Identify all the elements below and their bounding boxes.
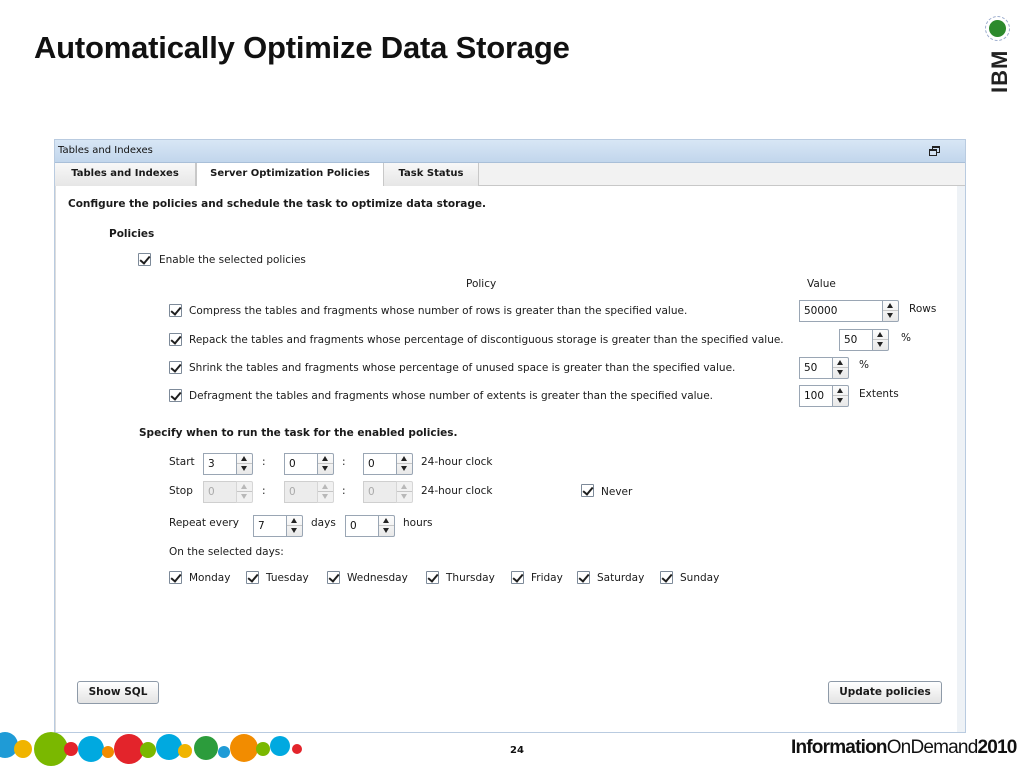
- ibm-wordmark: IBM: [987, 42, 1009, 100]
- policy-shrink-label: Shrink the tables and fragments whose percentage of unused space is greater than the specified value.: [189, 362, 736, 374]
- schedule-heading: Specify when to run the task for the enabled policies.: [139, 427, 458, 439]
- never-checkbox[interactable]: [581, 484, 594, 497]
- increment-icon[interactable]: [833, 358, 848, 368]
- start-second-value[interactable]: 0: [363, 453, 397, 475]
- enable-policies-checkbox[interactable]: [138, 253, 151, 266]
- day-tuesday-checkbox[interactable]: [246, 571, 259, 584]
- tab-tables-and-indexes[interactable]: Tables and Indexes: [55, 163, 196, 186]
- policy-shrink-stepper[interactable]: [799, 357, 850, 379]
- decrement-icon[interactable]: [379, 526, 394, 536]
- decrement-icon[interactable]: [873, 340, 888, 350]
- policy-repack-checkbox[interactable]: [169, 333, 182, 346]
- policy-compress-checkbox[interactable]: [169, 304, 182, 317]
- brand-part-2: OnDemand: [886, 737, 978, 758]
- repeat-hours-value[interactable]: 0: [345, 515, 379, 537]
- increment-icon[interactable]: [397, 454, 412, 464]
- time-separator: :: [342, 456, 346, 468]
- stop-label: Stop: [169, 485, 193, 497]
- increment-icon: [318, 482, 333, 492]
- decrement-icon: [397, 492, 412, 502]
- intro-text: Configure the policies and schedule the task to optimize data storage.: [68, 198, 487, 210]
- policy-repack-stepper[interactable]: [839, 329, 890, 351]
- brand-part-1: Information: [791, 737, 887, 758]
- stop-minute-stepper: [284, 481, 335, 503]
- enable-policies-label: Enable the selected policies: [159, 254, 306, 266]
- increment-icon: [397, 482, 412, 492]
- time-separator: :: [262, 485, 266, 497]
- increment-icon[interactable]: [237, 454, 252, 464]
- decrement-icon[interactable]: [833, 396, 848, 406]
- start-hour-value[interactable]: 3: [203, 453, 237, 475]
- day-thursday-label: Thursday: [446, 572, 495, 584]
- policy-repack-unit: %: [901, 332, 911, 344]
- policy-repack-value[interactable]: 50: [839, 329, 873, 351]
- start-clock-label: 24-hour clock: [421, 456, 493, 468]
- decrement-icon[interactable]: [883, 311, 898, 321]
- policy-defragment-value[interactable]: 100: [799, 385, 833, 407]
- decrement-icon[interactable]: [318, 464, 333, 474]
- day-saturday-checkbox[interactable]: [577, 571, 590, 584]
- ibm-logo: [984, 14, 1012, 93]
- start-hour-stepper[interactable]: [203, 453, 254, 475]
- increment-icon[interactable]: [883, 301, 898, 311]
- window-title: Tables and Indexes: [58, 145, 153, 156]
- column-header-policy: Policy: [466, 278, 497, 290]
- policy-defragment-label: Defragment the tables and fragments whose number of extents is greater than the specified value.: [189, 390, 714, 402]
- increment-icon[interactable]: [287, 516, 302, 526]
- day-wednesday-label: Wednesday: [347, 572, 408, 584]
- start-label: Start: [169, 456, 195, 468]
- time-separator: :: [342, 485, 346, 497]
- slide-title: Automatically Optimize Data Storage: [34, 30, 570, 65]
- days-heading: On the selected days:: [169, 546, 284, 558]
- day-friday-checkbox[interactable]: [511, 571, 524, 584]
- policy-repack-label: Repack the tables and fragments whose percentage of discontiguous storage is greater than the specified value.: [189, 334, 784, 346]
- stop-second-stepper: [363, 481, 414, 503]
- increment-icon[interactable]: [318, 454, 333, 464]
- repeat-hours-stepper[interactable]: [345, 515, 396, 537]
- day-friday-label: Friday: [531, 572, 563, 584]
- day-sunday-label: Sunday: [680, 572, 720, 584]
- decrement-icon[interactable]: [397, 464, 412, 474]
- update-policies-button[interactable]: Update policies: [828, 681, 942, 704]
- tab-server-optimization-policies[interactable]: Server Optimization Policies: [196, 163, 384, 187]
- policy-shrink-value[interactable]: 50: [799, 357, 833, 379]
- stop-hour-stepper: [203, 481, 254, 503]
- policy-defragment-checkbox[interactable]: [169, 389, 182, 402]
- stop-second-value: 0: [363, 481, 397, 503]
- day-saturday-label: Saturday: [597, 572, 645, 584]
- days-label: days: [311, 517, 336, 529]
- repeat-days-stepper[interactable]: [253, 515, 304, 537]
- content-pane: [55, 186, 965, 732]
- policy-defragment-stepper[interactable]: [799, 385, 850, 407]
- decrement-icon: [318, 492, 333, 502]
- repeat-days-value[interactable]: 7: [253, 515, 287, 537]
- policy-shrink-checkbox[interactable]: [169, 361, 182, 374]
- policy-compress-value[interactable]: 50000: [799, 300, 883, 322]
- policy-compress-stepper[interactable]: [799, 300, 901, 322]
- stop-clock-label: 24-hour clock: [421, 485, 493, 497]
- hours-label: hours: [403, 517, 433, 529]
- day-tuesday-label: Tuesday: [266, 572, 309, 584]
- policy-defragment-unit: Extents: [859, 388, 899, 400]
- day-wednesday-checkbox[interactable]: [327, 571, 340, 584]
- policy-shrink-unit: %: [859, 359, 869, 371]
- time-separator: :: [262, 456, 266, 468]
- policy-compress-label: Compress the tables and fragments whose number of rows is greater than the specified value.: [189, 305, 688, 317]
- column-header-value: Value: [807, 278, 836, 290]
- decrement-icon[interactable]: [287, 526, 302, 536]
- stop-hour-value: 0: [203, 481, 237, 503]
- increment-icon[interactable]: [379, 516, 394, 526]
- stop-minute-value: 0: [284, 481, 318, 503]
- start-minute-stepper[interactable]: [284, 453, 335, 475]
- never-label: Never: [601, 486, 633, 498]
- footer-decoration: [0, 730, 310, 768]
- increment-icon: [237, 482, 252, 492]
- brand-year: 2010: [977, 737, 1017, 758]
- day-sunday-checkbox[interactable]: [660, 571, 673, 584]
- decrement-icon: [237, 492, 252, 502]
- globe-icon: [989, 20, 1006, 37]
- app-window: [54, 139, 966, 733]
- repeat-label: Repeat every: [169, 517, 239, 529]
- decrement-icon[interactable]: [833, 368, 848, 378]
- tab-strip: [55, 163, 965, 186]
- policy-compress-unit: Rows: [909, 303, 937, 315]
- day-monday-label: Monday: [189, 572, 231, 584]
- decrement-icon[interactable]: [237, 464, 252, 474]
- page-number: 24: [510, 745, 524, 756]
- window-restore-icon[interactable]: [929, 145, 941, 157]
- start-minute-value[interactable]: 0: [284, 453, 318, 475]
- show-sql-button[interactable]: Show SQL: [77, 681, 159, 704]
- day-thursday-checkbox[interactable]: [426, 571, 439, 584]
- start-second-stepper[interactable]: [363, 453, 414, 475]
- increment-icon[interactable]: [873, 330, 888, 340]
- policies-heading: Policies: [109, 228, 155, 240]
- increment-icon[interactable]: [833, 386, 848, 396]
- window-titlebar: [55, 140, 965, 163]
- day-monday-checkbox[interactable]: [169, 571, 182, 584]
- tab-task-status[interactable]: Task Status: [384, 163, 479, 186]
- brand-logo: [791, 737, 1017, 759]
